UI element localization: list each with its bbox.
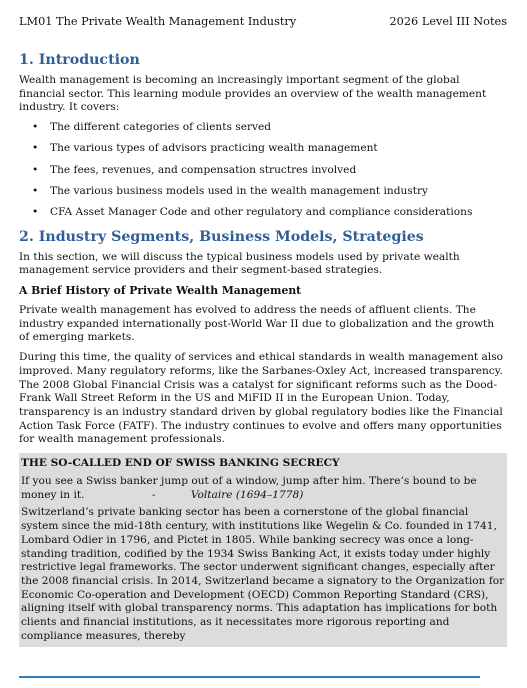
bullet-icon: • xyxy=(32,142,39,155)
box-title: THE SO-CALLED END OF SWISS BANKING SECRECY xyxy=(21,457,340,470)
list-item: • The different categories of clients served xyxy=(19,121,507,135)
quote-text: If you see a Swiss banker jump out of a window, jump after him. There’s bound to be money in it. xyxy=(21,475,477,501)
section-2-heading: 2. Industry Segments, Business Models, Strategies xyxy=(19,228,424,245)
bullet-icon: • xyxy=(32,163,39,176)
bullet-icon: • xyxy=(32,121,39,134)
quote-dash: - xyxy=(151,488,156,501)
history-paragraph-1: Private wealth management has evolved to address the needs of affluent clients. The industry expanded internationally post-World War II due to globalization and the growth of emerging markets. xyxy=(19,304,495,344)
header-edition: 2026 Level III Notes xyxy=(389,15,507,28)
quote-attribution: Voltaire (1694–1778) xyxy=(190,488,304,501)
section-1-heading: 1. Introduction xyxy=(19,52,140,68)
section-1-bullet-list xyxy=(19,121,507,220)
voltaire-quote xyxy=(21,475,505,502)
swiss-secrecy-sidebar-box xyxy=(19,453,507,647)
bullet-icon: • xyxy=(32,206,39,219)
footer-divider xyxy=(19,676,480,678)
list-item: • The various business models used in the wealth management industry xyxy=(19,185,507,199)
list-item: • The various types of advisors practicing wealth management xyxy=(19,142,507,156)
list-item: • CFA Asset Manager Code and other regulatory and compliance considerations xyxy=(19,206,507,220)
header-module-title: LM01 The Private Wealth Management Industry xyxy=(19,15,297,28)
page-header xyxy=(19,0,507,39)
section-1-intro: Wealth management is becoming an increasingly important segment of the global financial sector. This learning module provides an overview of the wealth management industry. It covers: xyxy=(19,74,487,114)
history-paragraph-2: During this time, the quality of services and ethical standards in wealth management also improved. Many regulatory reforms, like the Sarbanes-Oxley Act, increased transparency. The 2008 Global Financial Crisis was a catalyst for significant reforms such as the Dood-Frank Wall Street Reform in the US and MiFID II in the European Union. Today, transparency is an industry standard driven by global regulatory bodies like the Financial Action Task Force (FATF). The industry continues to evolve and offers many opportunities for wealth management professionals. xyxy=(19,351,504,446)
section-2-intro: In this section, we will discuss the typical business models used by private wealth management service providers and their segment-based strategies. xyxy=(19,250,460,277)
history-subheading: A Brief History of Private Wealth Management xyxy=(19,284,302,297)
bullet-icon: • xyxy=(32,185,39,197)
box-paragraph: Switzerland’s private banking sector has been a cornerstone of the global financial system since the mid-18th century, with institutions like Wegelin & Co. founded in 1741, Lombard Odier in 1796, and Pictet in 1805. While banking secrecy was once a long-standing tradition, codified by the 1934 Swiss Banking Act, it exists today under highly restrictive legal frameworks. The sector underwent significant changes, especially after the 2008 financial crisis. In 2014, Switzerland became a signatory to the Organization for Economic Co-operation and Development (OECD) Common Reporting Standard (CRS), aligning itself with global transparency norms. This adaptation has implications for both clients and financial institutions, as it necessitates more rigorous reporting and compliance measures, thereby xyxy=(21,506,505,642)
list-item: • The fees, revenues, and compensation structres involved xyxy=(19,164,507,178)
